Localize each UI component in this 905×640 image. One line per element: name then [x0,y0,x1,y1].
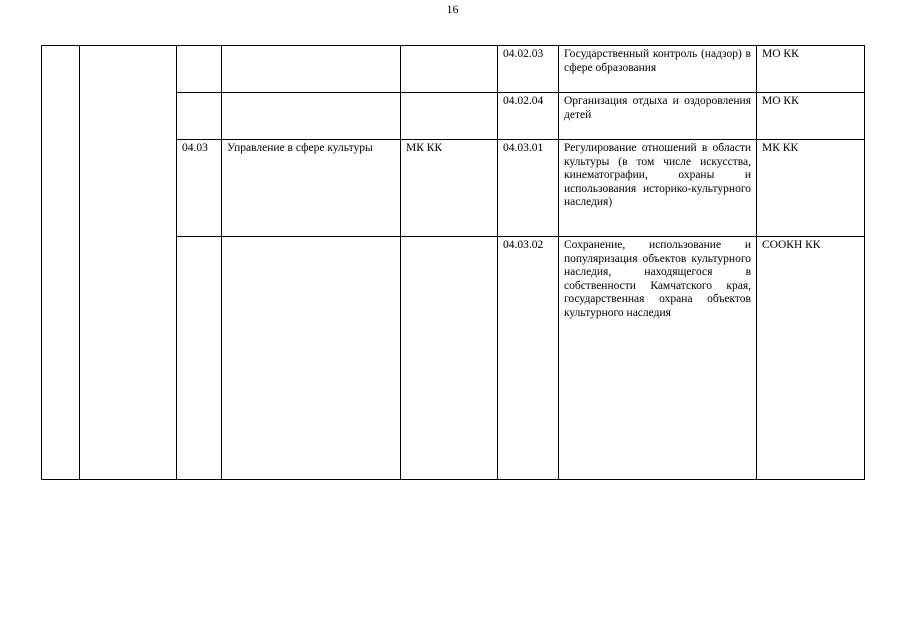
page-number: 16 [446,2,459,16]
authority-cell [401,46,498,93]
functions-table [41,45,865,480]
empty-cell [80,46,177,480]
code-cell [177,46,222,93]
area-cell: Управление в сфере культуры [222,140,401,237]
function-cell: Государственный контроль (надзор) в сфере образования [559,46,757,93]
executor-cell: МО КК [757,46,865,93]
executor-cell: СООКН КК [757,237,865,480]
sub-code-cell: 04.03.02 [498,237,559,480]
executor-cell: МК КК [757,140,865,237]
executor-cell: МО КК [757,93,865,140]
code-cell [177,237,222,480]
code-cell: 04.03 [177,140,222,237]
table-row [42,46,865,93]
empty-cell [42,46,80,480]
sub-code-cell: 04.02.03 [498,46,559,93]
code-cell [177,93,222,140]
authority-cell [401,93,498,140]
authority-cell: МК КК [401,140,498,237]
sub-code-cell: 04.02.04 [498,93,559,140]
sub-code-cell: 04.03.01 [498,140,559,237]
function-cell: Сохранение, использование и популяризация объектов культурного наследия, находящегося в собственности Камчатского края, государственная охрана объектов культурного наследия [559,237,757,480]
authority-cell [401,237,498,480]
function-cell: Регулирование отношений в области культуры (в том числе искусства, кинематографии, охраны и использования историко-культурного наследия) [559,140,757,237]
area-cell [222,46,401,93]
area-cell [222,237,401,480]
area-cell [222,93,401,140]
function-cell: Организация отдыха и оздоровления детей [559,93,757,140]
